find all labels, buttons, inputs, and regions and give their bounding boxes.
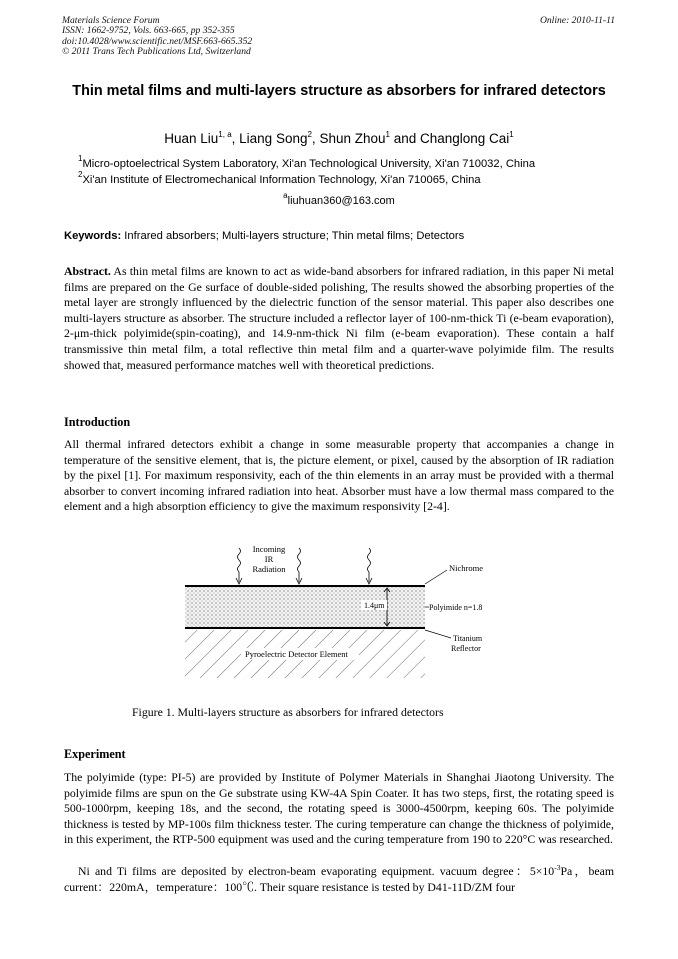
author-sup: 1, a <box>218 130 232 139</box>
paper-title: Thin metal films and multi-layers structure as absorbers for infrared detectors <box>72 83 606 99</box>
author-name: Changlong Cai <box>419 131 510 146</box>
author-sup: 1 <box>385 130 390 139</box>
ir-ray-icon <box>298 548 301 582</box>
keywords <box>64 230 464 242</box>
author-email: $^a$liuhuan360@163.com <box>283 191 395 207</box>
author-sup: 2 <box>307 130 312 139</box>
keywords-label: Keywords: <box>64 230 122 242</box>
issn-line: ISSN: 1662-9752, Vols. 663-665, pp 352-355 <box>62 25 235 37</box>
copyright-line: © 2011 Trans Tech Publications Ltd, Switzerland <box>62 46 251 58</box>
keywords-text: Infrared absorbers; Multi-layers structure; Thin metal films; Detectors <box>121 230 465 242</box>
ir-ray-icon <box>238 548 241 582</box>
polyimide-layer <box>185 587 425 627</box>
author-name: Liang Song <box>239 131 308 146</box>
label-radiation: Radiation <box>252 564 286 574</box>
label-nichrome: Nichrome <box>449 563 483 573</box>
ir-ray-icon <box>368 548 371 582</box>
author-list: Huan Liu$^{1, a}$, Liang Song$^2$, Shun Zhou$^1$ and Changlong Cai$^1$ <box>164 130 514 146</box>
journal-header <box>62 16 252 58</box>
abstract-label: Abstract. <box>64 264 111 278</box>
experiment-heading: Experiment <box>64 747 126 761</box>
author-name: Huan Liu <box>164 131 219 146</box>
abstract-text: As thin metal films are known to act as wide-band absorbers for infrared radiation, in this paper Ni metal films are prepared on the Ge surface of double-sided polishing, The results showed the absorbing properties of the metal layer are strongly influenced by the dielectric function of the sensor material. This paper also describes one multi-layers structure as absorber. The structure included a reflector layer of 100-nm-thick Ti (e-beam evaporation), 2-μm-thick polyimide(spin-coating), and 14.9-nm-thick Ni film (e-beam evaporation). These contain a half transmissive thin metal film, a total reflective thin metal film and a quarter-wave polyimide film. The results showed that, measured performance matches well with theoretical predictions. <box>64 264 614 372</box>
introduction-heading: Introduction <box>64 415 131 429</box>
affiliation-1: $^1$Micro-optoelectrical System Laboratory, Xi'an Technological University, Xi'an 710032, China <box>78 154 536 170</box>
label-thickness: 1.4μm <box>364 601 385 610</box>
figure-caption: Figure 1. Multi-layers structure as absorbers for infrared detectors <box>132 705 444 719</box>
label-incoming: Incoming <box>252 544 286 554</box>
experiment-paragraph-1: The polyimide (type: PI-5) are provided by Institute of Polymer Materials in Shanghai Jiaotong University. The polyimide films are spun on the Ge substrate using KW-4A Spin Coater. It has two steps, first, the rotating speed is 500-1000rpm, keeping 18s, and the second, the rotating speed is 3000-4500rpm, keeping 60s. The polyimide thickness is tested by MP-100s film thickness tester. The curing temperature can change the thickness of polyimide, in this experiment, the RTP-500 equipment was used and the curing temperature from 190 to 220°C was researched. <box>64 770 614 847</box>
journal-name: Materials Science Forum <box>62 15 160 26</box>
online-date: Online: 2010-11-11 <box>539 15 615 26</box>
doi-line: doi:10.4028/www.scientific.net/MSF.663-665.352 <box>62 35 253 47</box>
introduction-text: All thermal infrared detectors exhibit a change in some measurable property that accompanies a change in temperature of the sensitive element, that is, the picture element, or pixel, caused by the absorption of IR radiation by the pixel [1]. For maximum responsivity, each of the thin elements in an array must be provided with a thermal absorber to convert incoming infrared radiation into heat. Absorber must have a low thermal mass compared to the element and a high absorption efficiency to give the maximum responsivity [2-4]. <box>64 437 614 514</box>
figure-1 <box>183 542 503 680</box>
label-titanium: Titanium <box>453 634 483 643</box>
experiment-paragraph-2: Ni and Ti films are deposited by electron-beam evaporating equipment. vacuum degree：$5\times 10^{-3}Pa$，beam current：220mA，temperature：100℃. Their square resistance is tested by D41-11D/ZM four <box>64 863 614 894</box>
label-ir: IR <box>264 554 274 564</box>
multilayer-diagram <box>183 542 503 680</box>
affiliation-2: $^2$Xi'an Institute of Electromechanical Information Technology, Xi'an 710065, China <box>78 170 481 186</box>
author-name: Shun Zhou <box>319 131 386 146</box>
abstract <box>64 264 614 373</box>
label-reflector: Reflector <box>451 644 481 653</box>
author-sup: 1 <box>509 130 514 139</box>
label-pyroelectric: Pyroelectric Detector Element <box>245 649 348 659</box>
label-polyimide: Polyimide n=1.8 <box>429 603 483 612</box>
